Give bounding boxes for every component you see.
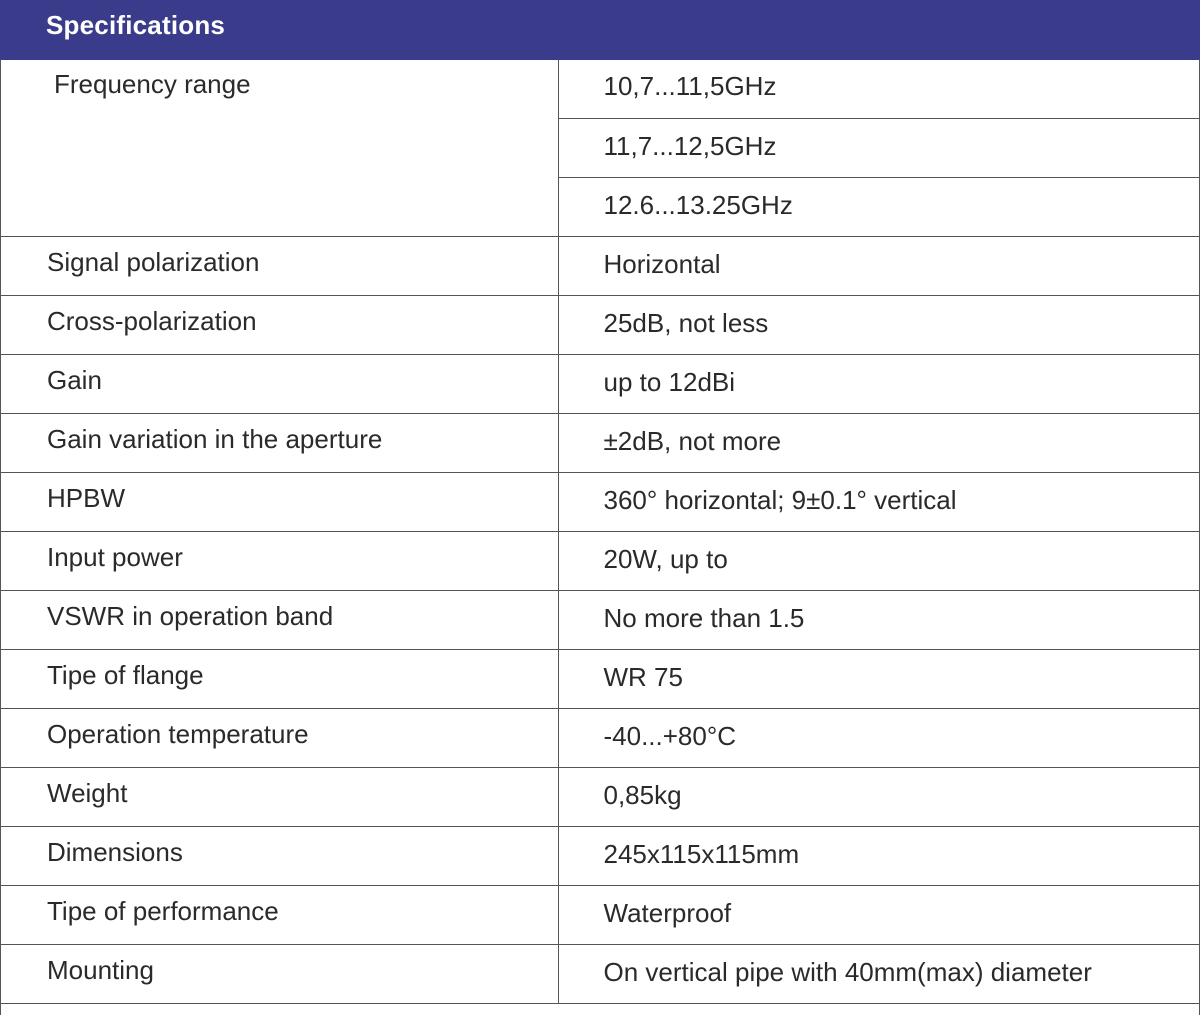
table-row bbox=[1, 590, 1199, 649]
table-row bbox=[1, 767, 1199, 826]
row-label: HPBW bbox=[1, 472, 558, 531]
row-value: Waterproof bbox=[558, 885, 1199, 944]
table-row bbox=[1, 236, 1199, 295]
table-row bbox=[1, 531, 1199, 590]
table-row bbox=[1, 295, 1199, 354]
row-label: Frequency range bbox=[1, 59, 558, 236]
table-row bbox=[1, 708, 1199, 767]
table-row bbox=[1, 885, 1199, 944]
row-value: 0,85kg bbox=[558, 767, 1199, 826]
row-label: Operation temperature bbox=[1, 708, 558, 767]
row-value: 20W, up to bbox=[558, 531, 1199, 590]
table-body bbox=[0, 59, 1200, 1015]
row-value: ±2dB, not more bbox=[558, 413, 1199, 472]
row-value: No more than 1.5 bbox=[558, 590, 1199, 649]
row-label: Cross-polarization bbox=[1, 295, 558, 354]
row-value: 11,7...12,5GHz bbox=[558, 118, 1199, 177]
row-label: Dimensions bbox=[1, 826, 558, 885]
table-row bbox=[1, 59, 1199, 118]
row-value: On vertical pipe with 40mm(max) diameter bbox=[558, 944, 1199, 1003]
table-row bbox=[1, 944, 1199, 1003]
row-value: 12.6...13.25GHz bbox=[558, 177, 1199, 236]
table-header bbox=[0, 0, 1200, 60]
table-row bbox=[1, 472, 1199, 531]
table-row bbox=[1, 354, 1199, 413]
row-label: Tipe of flange bbox=[1, 649, 558, 708]
row-value: up to 12dBi bbox=[558, 354, 1199, 413]
row-label: Mounting bbox=[1, 944, 558, 1003]
row-label: Signal polarization bbox=[1, 236, 558, 295]
row-label: Gain bbox=[1, 354, 558, 413]
row-value: WR 75 bbox=[558, 649, 1199, 708]
row-label: Tipe of performance bbox=[1, 885, 558, 944]
row-value: 245x115x115mm bbox=[558, 826, 1199, 885]
row-value: Horizontal bbox=[558, 236, 1199, 295]
table-title: Specifications bbox=[46, 10, 226, 40]
row-label: Gain variation in the aperture bbox=[1, 413, 558, 472]
row-value: 360° horizontal; 9±0.1° vertical bbox=[558, 472, 1199, 531]
table-row bbox=[1, 826, 1199, 885]
table-row bbox=[1, 413, 1199, 472]
table-row bbox=[1, 649, 1199, 708]
row-value: 25dB, not less bbox=[558, 295, 1199, 354]
row-label: Input power bbox=[1, 531, 558, 590]
row-label: VSWR in operation band bbox=[1, 590, 558, 649]
row-value: -40...+80°C bbox=[558, 708, 1199, 767]
row-label: Weight bbox=[1, 767, 558, 826]
row-value: 10,7...11,5GHz bbox=[558, 59, 1199, 118]
